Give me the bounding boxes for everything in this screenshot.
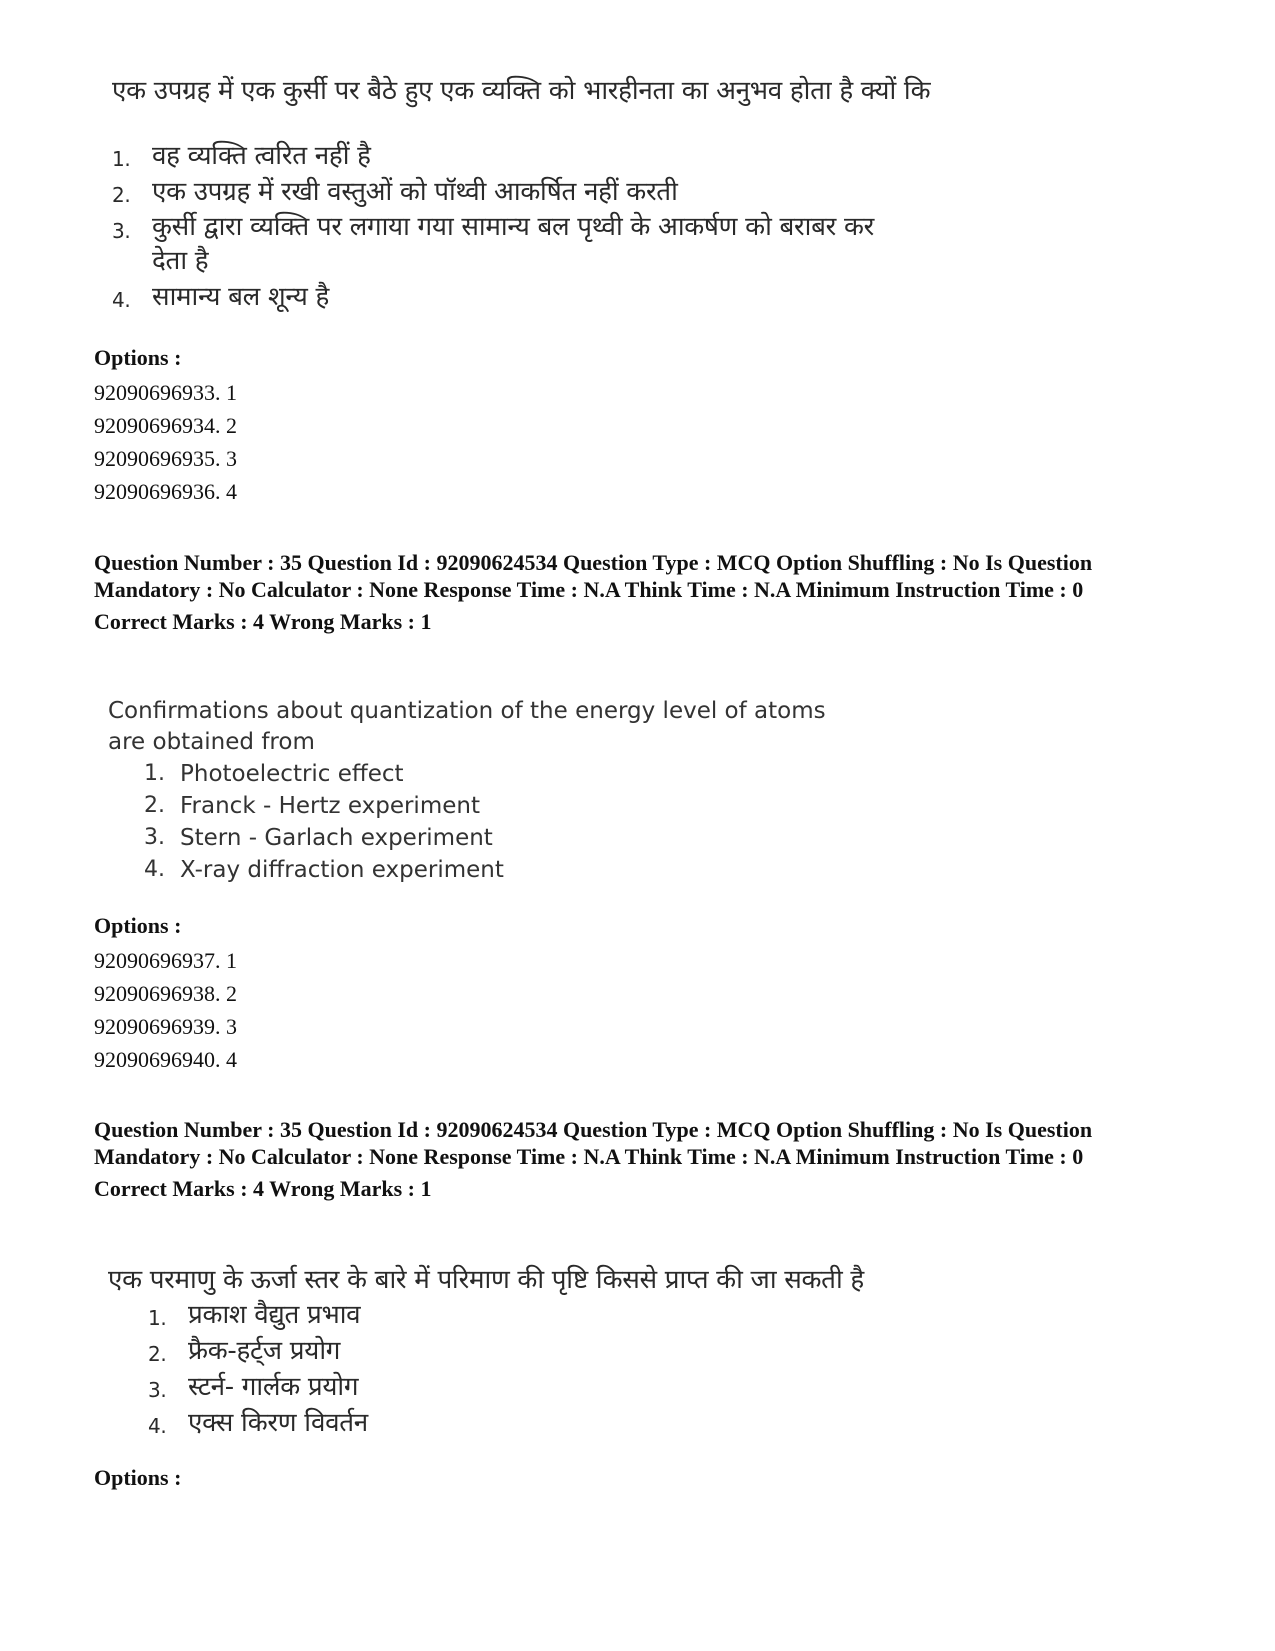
option-item: 92090696934. 2 — [94, 413, 237, 438]
choice-number: 1. — [112, 147, 131, 171]
options-heading: Options : — [94, 1465, 182, 1490]
option-item: 92090696938. 2 — [94, 981, 237, 1006]
choice-number: 4. — [148, 1414, 167, 1438]
option-item: 92090696935. 3 — [94, 446, 237, 471]
choice-text: एक उपग्रह में रखी वस्तुओं को पॉथ्वी आकर्षित नहीं करती — [152, 177, 678, 207]
options-section-2 — [94, 912, 237, 1076]
question-metadata-2 — [94, 550, 1094, 636]
choice-number: 3. — [112, 219, 131, 243]
choice-text: Franck - Hertz experiment — [180, 793, 480, 819]
choice-text: प्रकाश वैद्युत प्रभाव — [188, 1300, 361, 1330]
choice-number: 4. — [144, 857, 165, 882]
choice-text: सामान्य बल शून्य है — [152, 282, 329, 312]
options-list — [94, 376, 237, 508]
choice-list — [112, 138, 930, 315]
choice-number: 1. — [144, 761, 165, 786]
question-image-english — [108, 696, 828, 886]
choice-text: फ्रैक-हर्ट्ज प्रयोग — [188, 1336, 341, 1366]
question-meta: Question Number : 35 Question Id : 92090624534 Question Type : MCQ Option Shuffling : No Is Question Mandatory : No Calculator : None Response Time : N.A Think Time : N.A Minimum Instruction Time : 0 — [94, 550, 1093, 602]
question-marks: Correct Marks : 4 Wrong Marks : 1 — [94, 1176, 432, 1201]
choice-text: कुर्सी द्वारा व्यक्ति पर लगाया गया सामान्य बल पृथ्वी के आकर्षण को बराबर कर देता है — [152, 212, 874, 276]
choice-item — [144, 758, 828, 790]
choice-number: 2. — [144, 793, 165, 818]
choice-number: 4. — [112, 288, 131, 312]
choice-item — [148, 1369, 864, 1405]
choice-item — [144, 854, 828, 886]
choice-item — [144, 822, 828, 854]
option-item: 92090696937. 1 — [94, 948, 237, 973]
choice-text: Stern - Garlach experiment — [180, 825, 493, 851]
choice-number: 1. — [148, 1306, 167, 1330]
choice-text: X-ray diffraction experiment — [180, 857, 504, 883]
choice-text: एक्स किरण विवर्तन — [188, 1408, 368, 1438]
options-section-1 — [94, 344, 237, 508]
choice-text: स्टर्न- गार्लक प्रयोग — [188, 1372, 359, 1402]
question-stem: एक उपग्रह में एक कुर्सी पर बैठे हुए एक व्यक्ति को भारहीनता का अनुभव होता है क्यों कि — [112, 76, 931, 106]
question-marks: Correct Marks : 4 Wrong Marks : 1 — [94, 609, 432, 634]
option-item: 92090696940. 4 — [94, 1047, 237, 1072]
choice-text: वह व्यक्ति त्वरित नहीं है — [152, 141, 371, 171]
question-metadata-3 — [94, 1117, 1094, 1203]
option-item: 92090696933. 1 — [94, 380, 237, 405]
choice-item — [148, 1333, 864, 1369]
options-section-3 — [94, 1464, 181, 1492]
option-item: 92090696939. 3 — [94, 1014, 237, 1039]
choice-number: 2. — [112, 183, 131, 207]
choice-item — [112, 174, 930, 210]
choice-number: 3. — [148, 1378, 167, 1402]
question-stem: एक परमाणु के ऊर्जा स्तर के बारे में परिमाण की पृष्टि किससे प्राप्त की जा सकती है — [108, 1265, 864, 1295]
choice-number: 2. — [148, 1342, 167, 1366]
question-image-hindi-1 — [112, 74, 930, 315]
choice-item — [112, 279, 930, 315]
question-stem: Confirmations about quantization of the energy level of atoms are obtained from — [108, 698, 826, 755]
choice-item — [112, 210, 930, 279]
choice-number: 3. — [144, 825, 165, 850]
choice-item — [112, 138, 930, 174]
question-image-hindi-2 — [108, 1263, 864, 1441]
options-heading: Options : — [94, 345, 182, 370]
choice-item — [148, 1405, 864, 1441]
options-heading: Options : — [94, 913, 182, 938]
choice-text: Photoelectric effect — [180, 761, 404, 787]
choice-list — [144, 758, 828, 886]
choice-item — [148, 1297, 864, 1333]
choice-item — [144, 790, 828, 822]
options-list — [94, 944, 237, 1076]
choice-list — [148, 1297, 864, 1441]
question-meta: Question Number : 35 Question Id : 92090624534 Question Type : MCQ Option Shuffling : No Is Question Mandatory : No Calculator : None Response Time : N.A Think Time : N.A Minimum Instruction Time : 0 — [94, 1117, 1093, 1169]
option-item: 92090696936. 4 — [94, 479, 237, 504]
